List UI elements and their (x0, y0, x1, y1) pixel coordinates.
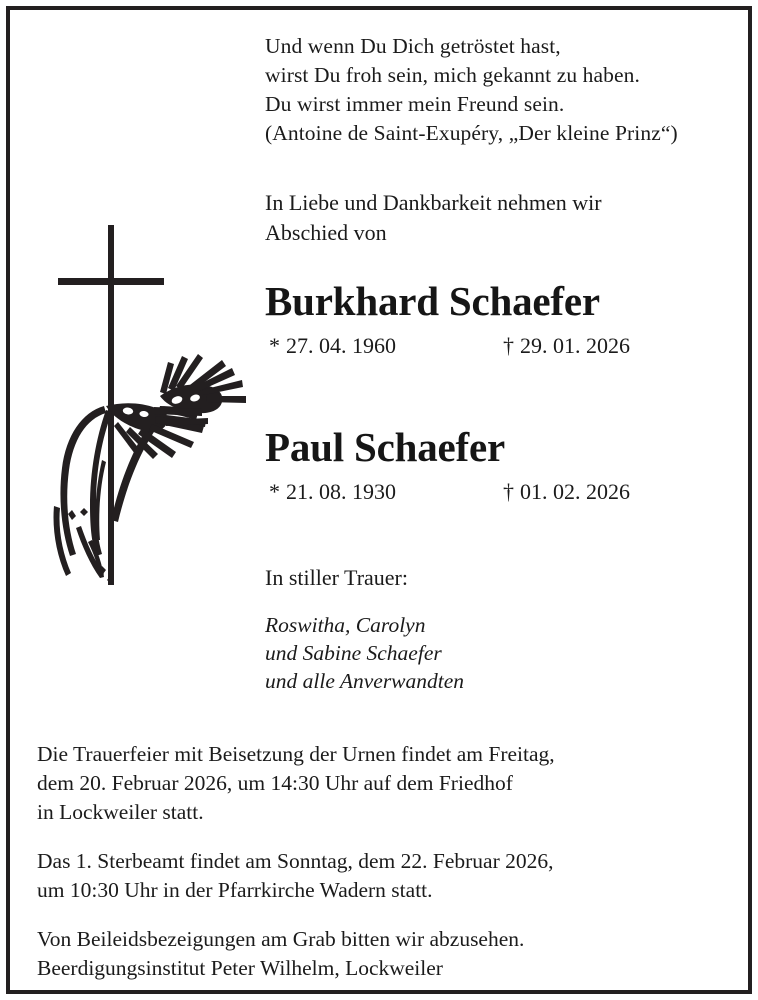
birth-date (269, 479, 396, 505)
mourners-heading: In stiller Trauer: (265, 565, 408, 590)
deceased-name: Burkhard Schaefer (265, 278, 600, 324)
detail-line: dem 20. Februar 2026, um 14:30 Uhr auf dem Friedhof (37, 771, 513, 795)
detail-line: Von Beileidsbezeigungen am Grab bitten wir abzusehen. (37, 927, 525, 951)
death-date-value: 01. 02. 2026 (520, 479, 630, 504)
deceased-dates (265, 479, 745, 513)
birth-date (269, 333, 396, 359)
mourner-line: und alle Anverwandten (265, 669, 465, 693)
memorial-quote (265, 32, 735, 148)
quote-line: Und wenn Du Dich getröstet hast, (265, 34, 561, 58)
death-date (503, 479, 630, 505)
mourners-list (265, 611, 685, 695)
condolence-note (37, 925, 727, 983)
birth-date-value: 21. 08. 1930 (286, 479, 396, 504)
death-date (503, 333, 630, 359)
detail-line: Die Trauerfeier mit Beisetzung der Urnen findet am Freitag, (37, 742, 555, 766)
death-cross-icon: † (503, 479, 514, 504)
detail-line: in Lockweiler statt. (37, 800, 204, 824)
funeral-service-info (37, 740, 727, 827)
obituary-notice (6, 6, 752, 994)
mourner-line: und Sabine Schaefer (265, 641, 442, 665)
mourner-line: Roswitha, Carolyn (265, 613, 426, 637)
death-cross-icon: † (503, 333, 514, 358)
intro-line: In Liebe und Dankbarkeit nehmen wir (265, 190, 602, 215)
deceased-name: Paul Schaefer (265, 424, 505, 470)
quote-attribution: (Antoine de Saint-Exupéry, „Der kleine Prinz“) (265, 121, 678, 145)
quote-line: wirst Du froh sein, mich gekannt zu haben. (265, 63, 640, 87)
mourners-section (265, 563, 685, 695)
intro-line: Abschied von (265, 220, 387, 245)
quote-line: Du wirst immer mein Freund sein. (265, 92, 565, 116)
farewell-intro (265, 188, 745, 248)
requiem-mass-info (37, 847, 727, 905)
detail-line: Das 1. Sterbeamt findet am Sonntag, dem 22. Februar 2026, (37, 849, 554, 873)
birth-star-icon: * (269, 479, 280, 504)
funeral-details (37, 740, 727, 983)
deceased-entry (265, 276, 745, 367)
birth-date-value: 27. 04. 1960 (286, 333, 396, 358)
deceased-dates (265, 333, 745, 367)
death-date-value: 29. 01. 2026 (520, 333, 630, 358)
deceased-entry (265, 422, 745, 513)
cross-with-wheat-ears-illustration (36, 210, 256, 600)
funeral-home: Beerdigungsinstitut Peter Wilhelm, Lockweiler (37, 956, 443, 980)
birth-star-icon: * (269, 333, 280, 358)
detail-line: um 10:30 Uhr in der Pfarrkirche Wadern statt. (37, 878, 433, 902)
